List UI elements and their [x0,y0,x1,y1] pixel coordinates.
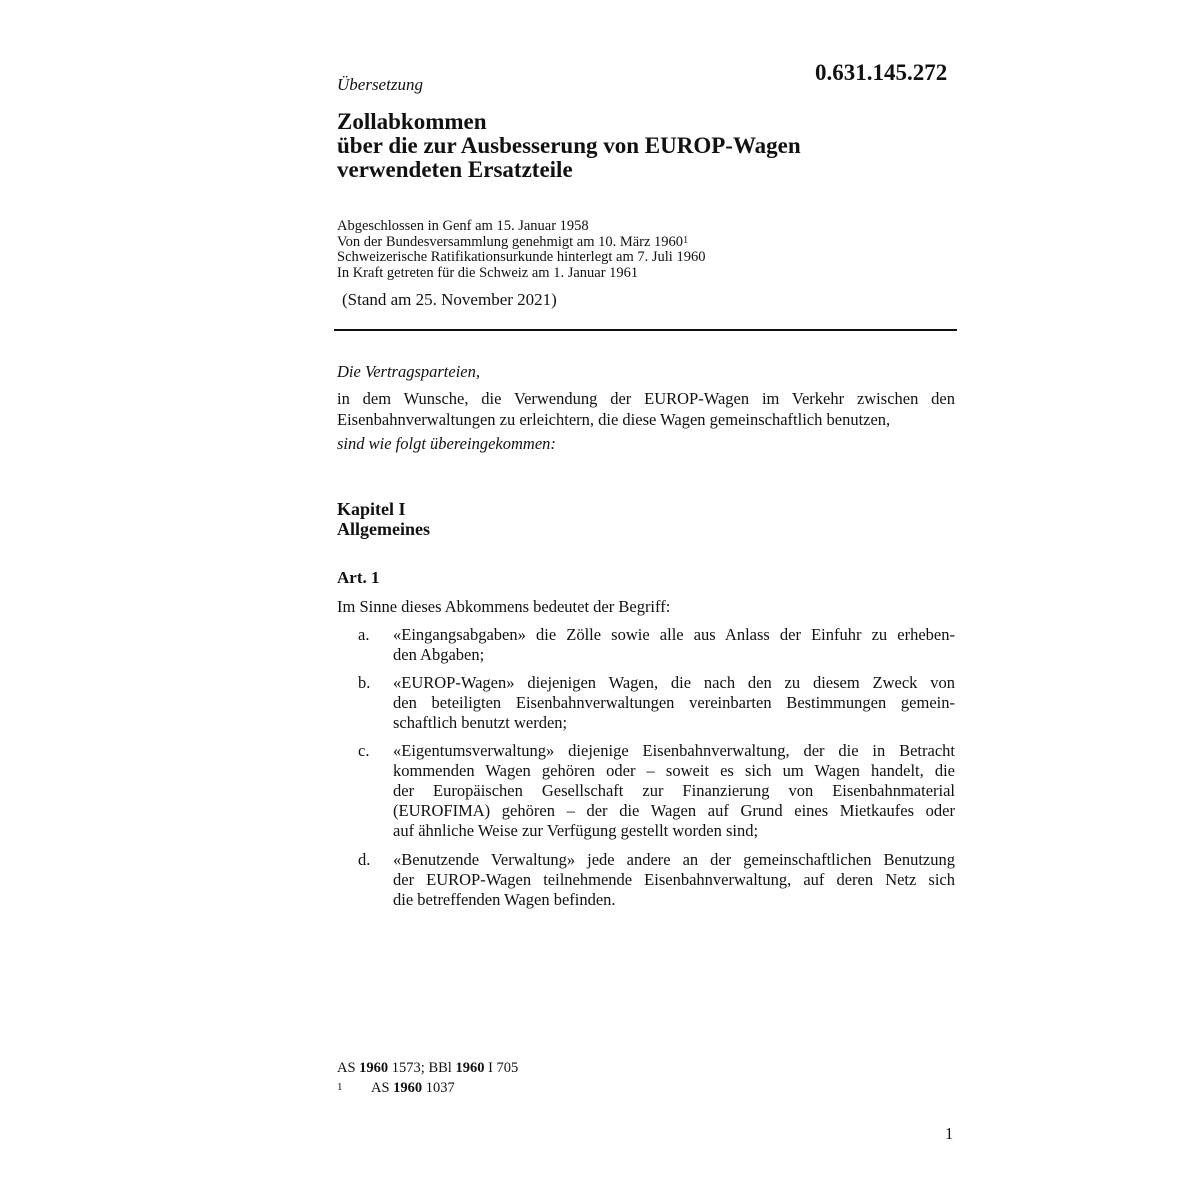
title-line: über die zur Ausbesserung von EUROP-Wagen [337,133,801,158]
footnote-mark: 1 [337,1081,343,1093]
chapter-heading [337,499,430,539]
definition-text: «EUROP-Wagen» diejenigen Wagen, die nach den zu diesem Zweck von den beteiligten Eisenbahnverwaltungen vereinbarten Bestimmungen gemein- schaftlich benutzt werden; [393,673,955,732]
in-force-date: In Kraft getreten für die Schweiz am 1. Januar 1961 [337,264,639,281]
preamble-text: in dem Wunsche, die Verwendung der EUROP-Wagen im Verkehr zwischen den Eisenbahnverwaltungen zu erleichtern, die diese Wagen gemeinschaftlich benutzen, [337,389,955,429]
article-intro: Im Sinne dieses Abkommens bedeutet der Begriff: [337,597,671,616]
footnotes [337,1058,518,1098]
approval-date: Von der Bundesversammlung genehmigt am 10. März 1960$^1$ [337,233,689,250]
definition-text: «Benutzende Verwaltung» jede andere an der gemeinschaftlichen Benutzung der EUROP-Wagen teilnehmende Eisenbahnverwaltung, auf deren Netz sich die betreffenden Wagen befinden. [393,850,955,909]
document-title [337,110,801,182]
ratification-date: Schweizerische Ratifikationsurkunde hinterlegt am 7. Juli 1960 [337,249,706,265]
title-line: Zollabkommen [337,109,487,134]
preamble-closing: sind wie folgt übereingekommen: [337,434,556,453]
translation-label: Übersetzung [337,75,423,94]
horizontal-divider [334,329,957,331]
chapter-number: Kapitel I [337,499,406,519]
definition-text: «Eingangsabgaben» die Zölle sowie alle aus Anlass der Einfuhr zu erheben- den Abgaben; [393,625,955,664]
concluded-date: Abgeschlossen in Genf am 15. Januar 1958 [337,218,589,234]
document-metadata [337,219,705,281]
footnote-reference[interactable]: 1 [683,234,689,246]
footnote-1: 1 AS 1960 1037 [337,1078,518,1098]
status-date: (Stand am 25. November 2021) [342,290,557,309]
definition-letter: d. [358,850,371,869]
title-line: verwendeten Ersatzteile [337,157,573,182]
definition-item [337,673,955,733]
definition-item [337,741,955,841]
definition-letter: b. [358,673,371,692]
definition-item [337,625,955,665]
definition-text: «Eigentumsverwaltung» diejenige Eisenbahnverwaltung, der die in Betracht kommenden Wagen gehören oder – soweit es sich um Wagen handelt, die der Europäischen Gesellschaft zur Finanzierung von Eisenbahnmaterial (EUROFIMA) gehören – der die Wagen auf Grund eines Mietkaufes oder auf ähnliche Weise zur Verfügung gestellt worden sind; [393,741,955,840]
article-title: Art. 1 [337,568,380,587]
source-reference: AS 1960 1573; BBl 1960 I 705 [337,1060,519,1076]
page-number: 1 [945,1124,954,1143]
definition-item [337,850,955,910]
definition-letter: c. [358,741,370,760]
preamble-intro: Die Vertragsparteien, [337,362,480,381]
definition-letter: a. [358,625,370,644]
sr-number: 0.631.145.272 [815,60,948,85]
chapter-name: Allgemeines [337,519,430,539]
